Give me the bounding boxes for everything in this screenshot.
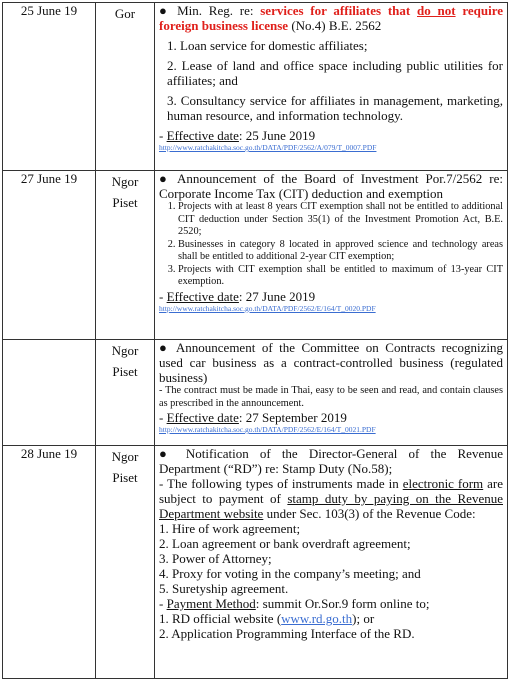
entry-heading: ● Announcement of the Committee on Contracts recognizing used car business as a contract-controlled business (regulated business) [159,340,503,385]
date-cell: 28 June 19 [3,446,96,679]
list-item: 3. Projects with CIT exemption shall be entitled to maximum of 13-year CIT exemption. [178,264,503,289]
payment-option: 1. RD official website (www.rd.go.th); or [159,611,375,626]
source-link[interactable]: http://www.ratchakitcha.soc.go.th/DATA/PDF/2562/A/079/T_0007.PDF [159,143,377,152]
list-item: 2. Businesses in category 8 located in approved science and technology areas shall be entitled to additional 2-year CIT exemption; [178,239,503,264]
entry-heading: ● Notification of the Director-General of the Revenue Department (“RD”) re: Stamp Duty (No.58); [159,446,503,476]
heading-highlight: services for affiliates that [260,3,417,18]
regulation-table [2,2,508,679]
list-item: 5. Suretyship agreement. [159,581,289,596]
source-link[interactable]: http://www.ratchakitcha.soc.go.th/DATA/PDF/2562/E/164/T_0021.PDF [159,425,376,434]
description-cell [155,340,508,446]
description-cell [155,446,508,679]
list-item: 2. Loan agreement or bank overdraft agreement; [159,536,411,551]
table-row [3,446,508,679]
list-item: 2. Lease of land and office space including public utilities for affiliates; and [167,58,503,88]
description-cell [155,3,508,171]
entry-heading: ● Announcement of the Board of Investment Por.7/2562 re: Corporate Income Tax (CIT) deduction and exemption [159,171,503,201]
list-item: 3. Consultancy service for affiliates in management, marketing, human resource, and information technology. [167,93,503,123]
list-item: 4. Proxy for voting in the company’s meeting; and [159,566,421,581]
item-list [159,201,503,289]
source-link[interactable]: http://www.ratchakitcha.soc.go.th/DATA/PDF/2562/E/164/T_0020.PDF [159,303,376,313]
date-cell-empty [3,340,96,446]
entry-heading: ● Min. Reg. re: services for affiliates that do not require foreign business license (No.4) B.E. 2562 [159,3,504,33]
effective-date: - Effective date: 27 September 2019 [159,410,347,425]
heading-text: (No.4) B.E. 2562 [288,18,382,33]
payment-option: 2. Application Programming Interface of the RD. [159,626,415,641]
list-item: 3. Power of Attorney; [159,551,272,566]
heading-highlight: require foreign business license [159,3,504,33]
source-cell: Ngor Piset [96,171,155,340]
source-cell: Gor [96,3,155,171]
entry-note: - The contract must be made in Thai, easy to be seen and read, and contain clauses as prescribed in the announcement. [159,385,503,409]
date-cell: 27 June 19 [3,171,96,340]
list-item: 1. Projects with at least 8 years CIT exemption shall not be entitled to additional CIT deduction under Section 35(1) of the Investment Promotion Act, B.E. 2520; [178,201,503,239]
source-cell: Ngor Piset [96,340,155,446]
date-cell: 25 June 19 [3,3,96,171]
effective-date: - Effective date: 25 June 2019 [159,128,316,143]
rd-website-link[interactable]: www.rd.go.th [281,611,353,626]
list-item: 1. Hire of work agreement; [159,521,301,536]
heading-text: Min. Reg. re: [177,3,261,18]
table-row [3,3,508,171]
heading-highlight-underlined: do not [417,3,456,18]
list-item: 1. Loan service for domestic affiliates; [167,38,368,53]
table-row [3,340,508,446]
table-row [3,171,508,340]
source-cell: Ngor Piset [96,446,155,679]
effective-date: - Effective date: 27 June 2019 [159,288,316,304]
entry-intro: - The following types of instruments made in electronic form are subject to payment of stamp duty by paying on the Revenue Department website under Sec. 103(3) of the Revenue Code: [159,476,504,521]
payment-method: - Payment Method: summit Or.Sor.9 form online to; [159,596,430,611]
description-cell [155,171,508,340]
